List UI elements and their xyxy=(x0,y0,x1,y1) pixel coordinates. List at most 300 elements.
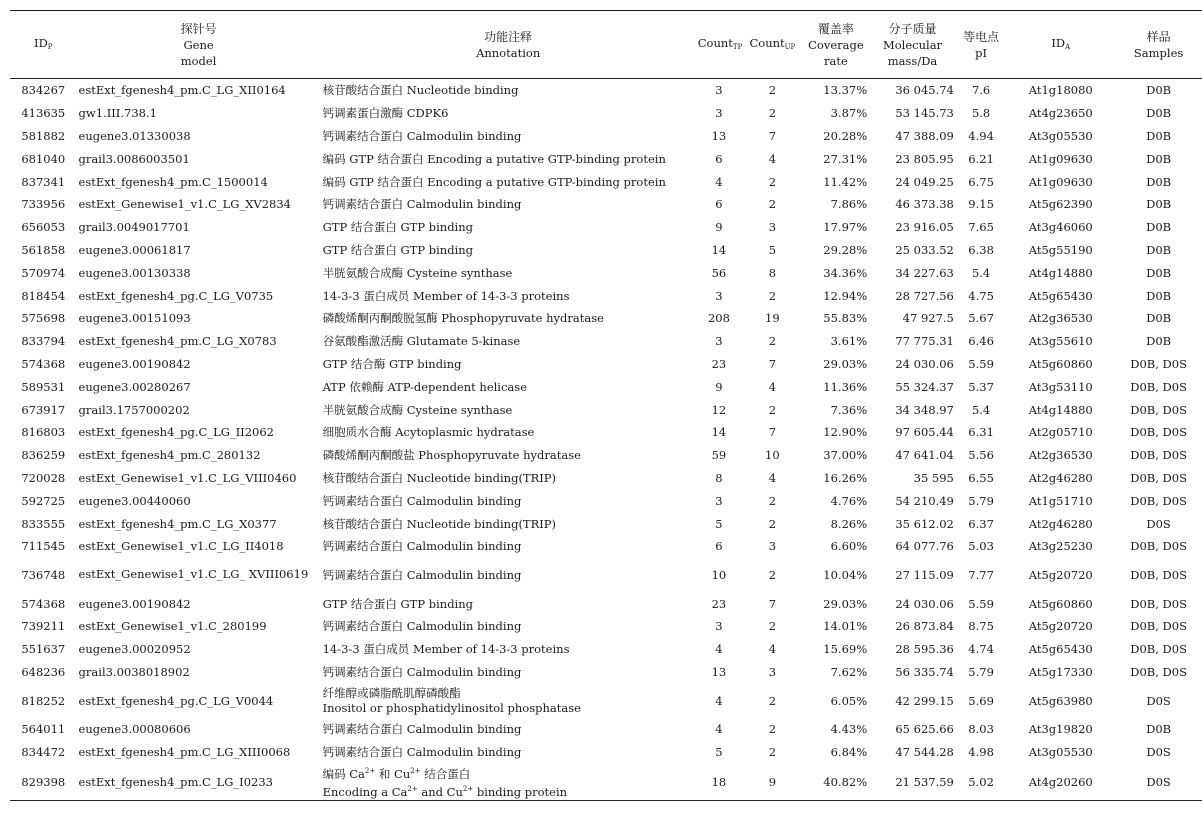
cell-mass: 28 727.56 xyxy=(895,288,954,303)
cell-ida: At5g60860 xyxy=(1028,356,1093,371)
cell-count-up: 3 xyxy=(768,539,777,554)
cell-pi: 5.56 xyxy=(968,448,994,463)
cell-gene: estExt_fgenesh4_pm.C_LG_X0783 xyxy=(78,334,277,349)
cell-count-tp: 5 xyxy=(715,516,723,531)
cell-count-up: 7 xyxy=(768,425,777,440)
cell-ida: At5g60860 xyxy=(1028,596,1093,611)
cell-coverage: 11.36% xyxy=(823,379,868,394)
cell-coverage: 3.87% xyxy=(830,106,868,121)
cell-annotation: 钙调素结合蛋白 Calmodulin binding xyxy=(322,665,522,680)
cell-pi: 5.67 xyxy=(968,311,994,326)
cell-idp: 837341 xyxy=(21,174,66,189)
table-row xyxy=(10,535,1202,558)
cell-count-up: 8 xyxy=(768,265,777,280)
cell-coverage: 7.36% xyxy=(830,402,868,417)
cell-ida: At3g25230 xyxy=(1028,539,1093,554)
cell-count-tp: 3 xyxy=(715,619,723,634)
cell-pi: 9.15 xyxy=(968,197,994,212)
cell-mass: 24 030.06 xyxy=(895,596,954,611)
cell-count-tp: 208 xyxy=(707,311,730,326)
cell-ida: At5g20720 xyxy=(1028,567,1093,582)
cell-gene: eugene3.00440060 xyxy=(78,493,191,508)
cell-idp: 570974 xyxy=(21,265,66,280)
cell-count-up: 7 xyxy=(768,596,777,611)
cell-gene: estExt_Genewise1_v1.C_LG_VIII0460 xyxy=(78,470,297,485)
cell-annotation: 14-3-3 蛋白成员 Member of 14-3-3 proteins xyxy=(322,288,570,303)
cell-idp: 816803 xyxy=(21,425,66,440)
cell-gene: estExt_Genewise1_v1.C_LG_ XVIII0619 xyxy=(78,567,309,582)
cell-count-tp: 4 xyxy=(715,642,723,657)
cell-gene: eugene3.00190842 xyxy=(78,596,191,611)
cell-ida: At2g36530 xyxy=(1028,448,1093,463)
annotation-part: 2+ xyxy=(364,766,376,775)
cell-samples: D0B, D0S xyxy=(1130,448,1187,463)
cell-samples: D0B, D0S xyxy=(1130,619,1187,634)
cell-samples: D0B xyxy=(1146,242,1172,257)
cell-samples: D0B xyxy=(1146,197,1172,212)
cell-ida: At3g55610 xyxy=(1028,334,1093,349)
cell-coverage: 14.01% xyxy=(823,619,868,634)
table-row xyxy=(10,558,1202,593)
cell-idp: 551637 xyxy=(21,642,66,657)
cell-annotation: 钙调素蛋白激酶 CDPK6 xyxy=(322,106,449,121)
cell-samples: D0S xyxy=(1146,745,1171,760)
table-row xyxy=(10,489,1202,512)
cell-gene: estExt_fgenesh4_pm.C_LG_XII0164 xyxy=(78,83,286,98)
cell-coverage: 17.97% xyxy=(823,220,868,235)
cell-pi: 5.4 xyxy=(971,402,991,417)
cell-count-tp: 12 xyxy=(711,402,727,417)
cell-idp: 581882 xyxy=(21,128,66,143)
cell-gene: eugene3.00280267 xyxy=(78,379,191,394)
table-row xyxy=(10,512,1202,535)
cell-count-up: 2 xyxy=(768,619,777,634)
cell-count-tp: 13 xyxy=(711,128,727,143)
cell-pi: 5.4 xyxy=(971,265,991,280)
cell-idp: 413635 xyxy=(21,106,66,121)
table-row xyxy=(10,398,1202,421)
cell-pi: 8.03 xyxy=(968,722,994,737)
cell-gene: grail3.0038018902 xyxy=(78,665,190,680)
cell-idp: 818454 xyxy=(21,288,66,303)
cell-annotation: 核苷酸结合蛋白 Nucleotide binding(TRIP) xyxy=(322,516,557,531)
cell-gene: estExt_fgenesh4_pm.C_1500014 xyxy=(78,174,268,189)
header-samples: 样品 Samples xyxy=(1115,11,1202,79)
cell-samples: D0B xyxy=(1146,311,1172,326)
cell-count-up: 7 xyxy=(768,356,777,371)
cell-count-tp: 59 xyxy=(711,448,727,463)
cell-mass: 27 115.09 xyxy=(895,567,954,582)
cell-pi: 5.59 xyxy=(968,356,994,371)
cell-samples: D0B xyxy=(1146,106,1172,121)
cell-ida: At4g23650 xyxy=(1028,106,1093,121)
cell-annotation: 编码 GTP 结合蛋白 Encoding a putative GTP-binding protein xyxy=(322,151,666,166)
cell-coverage: 4.43% xyxy=(830,722,868,737)
cell-pi: 5.79 xyxy=(968,665,994,680)
header-pi: 等电点 pI xyxy=(956,11,1006,79)
cell-idp: 592725 xyxy=(21,493,66,508)
cell-ida: At2g46280 xyxy=(1028,516,1093,531)
table-row xyxy=(10,102,1202,125)
cell-mass: 35 612.02 xyxy=(895,516,954,531)
cell-count-up: 7 xyxy=(768,128,777,143)
cell-gene: eugene3.00061817 xyxy=(78,242,191,257)
cell-coverage: 29.03% xyxy=(823,596,868,611)
table-row xyxy=(10,421,1202,444)
cell-ida: At1g51710 xyxy=(1028,493,1093,508)
cell-idp: 736748 xyxy=(21,567,66,582)
annotation-part: 和 Cu xyxy=(375,766,411,781)
cell-count-tp: 3 xyxy=(715,493,723,508)
annotation-part: 结合蛋白 xyxy=(420,766,471,781)
cell-gene: estExt_fgenesh4_pm.C_280132 xyxy=(78,448,261,463)
cell-count-tp: 3 xyxy=(715,288,723,303)
cell-gene: eugene3.00190842 xyxy=(78,356,191,371)
cell-mass: 47 927.5 xyxy=(902,311,954,326)
cell-mass: 46 373.38 xyxy=(895,197,954,212)
cell-gene: estExt_fgenesh4_pg.C_LG_V0044 xyxy=(78,693,274,708)
cell-count-up: 4 xyxy=(768,379,777,394)
cell-samples: D0B xyxy=(1146,83,1172,98)
cell-ida: At1g09630 xyxy=(1028,151,1093,166)
cell-samples: D0B, D0S xyxy=(1130,665,1187,680)
cell-gene: estExt_fgenesh4_pg.C_LG_V0735 xyxy=(78,288,274,303)
cell-pi: 6.46 xyxy=(968,334,994,349)
cell-annotation xyxy=(321,683,696,718)
cell-count-up: 2 xyxy=(768,174,777,189)
annotation-part: binding protein xyxy=(473,784,568,799)
cell-ida: At2g46280 xyxy=(1028,470,1093,485)
cell-ida: At4g20260 xyxy=(1006,764,1115,801)
table-row xyxy=(10,444,1202,467)
cell-mass: 47 544.28 xyxy=(895,745,954,760)
cell-pi: 6.38 xyxy=(968,242,994,257)
cell-annotation: 钙调素结合蛋白 Calmodulin binding xyxy=(322,722,522,737)
cell-samples: D0S xyxy=(1146,516,1171,531)
cell-count-up: 10 xyxy=(765,448,780,463)
cell-annotation: GTP 结合蛋白 GTP binding xyxy=(322,596,474,611)
cell-samples: D0B, D0S xyxy=(1130,567,1187,582)
cell-idp: 574368 xyxy=(21,596,66,611)
cell-gene: estExt_fgenesh4_pm.C_LG_X0377 xyxy=(78,516,277,531)
cell-annotation: 磷酸烯酮丙酮酸盐 Phosphopyruvate hydratase xyxy=(322,448,581,463)
table-row xyxy=(10,79,1202,102)
cell-coverage: 8.26% xyxy=(830,516,868,531)
cell-annotation: 半胱氨酸合成酶 Cysteine synthase xyxy=(322,402,513,417)
cell-coverage: 13.37% xyxy=(823,83,868,98)
cell-mass: 47 388.09 xyxy=(895,128,954,143)
cell-ida: At3g19820 xyxy=(1028,722,1093,737)
cell-samples: D0B, D0S xyxy=(1130,425,1187,440)
cell-ida: At1g18080 xyxy=(1028,83,1093,98)
cell-annotation: 编码 GTP 结合蛋白 Encoding a putative GTP-binding protein xyxy=(322,174,666,189)
cell-idp: 564011 xyxy=(21,722,66,737)
cell-count-tp: 4 xyxy=(715,174,723,189)
cell-count-tp: 4 xyxy=(715,722,723,737)
cell-pi: 5.37 xyxy=(968,379,994,394)
cell-count-up: 2 xyxy=(768,83,777,98)
cell-count-up: 4 xyxy=(768,151,777,166)
cell-mass: 24 030.06 xyxy=(895,356,954,371)
cell-coverage: 7.62% xyxy=(830,665,868,680)
cell-count-up: 2 xyxy=(768,567,777,582)
cell-mass: 54 210.49 xyxy=(895,493,954,508)
annotation-cn: 纤维醇或磷脂酰肌醇磷酸酯 xyxy=(322,685,461,700)
cell-count-tp: 3 xyxy=(715,83,723,98)
cell-mass: 34 227.63 xyxy=(895,265,954,280)
cell-ida: At2g36530 xyxy=(1028,311,1093,326)
cell-pi: 6.55 xyxy=(968,470,994,485)
cell-mass: 53 145.73 xyxy=(895,106,954,121)
cell-count-tp: 23 xyxy=(711,596,727,611)
cell-count-up: 2 xyxy=(768,402,777,417)
cell-count-up: 2 xyxy=(768,334,777,349)
cell-count-up: 3 xyxy=(768,665,777,680)
cell-idp: 833555 xyxy=(21,516,66,531)
table-row xyxy=(10,170,1202,193)
cell-annotation: 钙调素结合蛋白 Calmodulin binding xyxy=(322,745,522,760)
cell-idp: 829398 xyxy=(10,764,77,801)
cell-mass: 28 595.36 xyxy=(895,642,954,657)
cell-samples: D0B xyxy=(1146,288,1172,303)
cell-gene: gw1.III.738.1 xyxy=(78,106,157,121)
cell-samples: D0B, D0S xyxy=(1130,493,1187,508)
cell-idp: 575698 xyxy=(21,311,66,326)
cell-pi: 8.75 xyxy=(968,619,994,634)
cell-ida: At2g05710 xyxy=(1028,425,1093,440)
cell-count-tp: 13 xyxy=(711,665,727,680)
cell-mass: 23 916.05 xyxy=(895,220,954,235)
cell-coverage: 29.28% xyxy=(823,242,868,257)
cell-idp: 834472 xyxy=(21,745,66,760)
cell-gene: grail3.0049017701 xyxy=(78,220,190,235)
cell-idp: 739211 xyxy=(21,619,66,634)
cell-annotation: 钙调素结合蛋白 Calmodulin binding xyxy=(322,197,522,212)
table-row xyxy=(10,683,1202,718)
cell-coverage: 15.69% xyxy=(823,642,868,657)
cell-count-tp: 10 xyxy=(711,567,727,582)
cell-ida: At1g09630 xyxy=(1028,174,1093,189)
cell-pi: 6.75 xyxy=(968,174,994,189)
cell-annotation: 钙调素结合蛋白 Calmodulin binding xyxy=(322,619,522,634)
cell-count-up: 2 xyxy=(768,516,777,531)
cell-count-tp: 9 xyxy=(715,379,723,394)
table-row xyxy=(10,193,1202,216)
cell-annotation: ATP 依赖酶 ATP-dependent helicase xyxy=(322,379,527,394)
annotation-cn xyxy=(323,764,694,782)
annotation-part: 2+ xyxy=(410,766,421,775)
cell-pi: 6.31 xyxy=(968,425,994,440)
cell-gene: estExt_Genewise1_v1.C_LG_XV2834 xyxy=(78,197,291,212)
cell-coverage: 20.28% xyxy=(823,128,868,143)
cell-gene: grail3.0086003501 xyxy=(78,151,190,166)
cell-pi: 5.03 xyxy=(968,539,994,554)
cell-pi: 5.02 xyxy=(956,764,1006,801)
cell-count-tp: 6 xyxy=(715,197,723,212)
cell-idp: 733956 xyxy=(21,197,66,212)
cell-samples: D0B xyxy=(1146,128,1172,143)
cell-coverage: 7.86% xyxy=(830,197,868,212)
cell-idp: 834267 xyxy=(21,83,66,98)
cell-samples: D0B, D0S xyxy=(1130,596,1187,611)
cell-samples: D0B, D0S xyxy=(1130,470,1187,485)
cell-coverage: 3.61% xyxy=(830,334,868,349)
cell-count-up: 2 xyxy=(768,106,777,121)
cell-annotation xyxy=(321,764,696,801)
cell-samples: D0B, D0S xyxy=(1130,642,1187,657)
cell-count-up: 19 xyxy=(765,311,780,326)
cell-mass: 47 641.04 xyxy=(895,448,954,463)
cell-idp: 656053 xyxy=(21,220,66,235)
cell-pi: 6.37 xyxy=(968,516,994,531)
header-count-up: Count$_{UP}$ xyxy=(742,11,803,79)
cell-pi: 4.74 xyxy=(968,642,994,657)
cell-idp: 818252 xyxy=(21,693,66,708)
cell-samples: D0B, D0S xyxy=(1130,539,1187,554)
cell-samples: D0B xyxy=(1146,334,1172,349)
cell-gene: eugene3.00151093 xyxy=(78,311,191,326)
cell-idp: 673917 xyxy=(21,402,66,417)
cell-annotation: 磷酸烯酮丙酮酸脱氢酶 Phosphopyruvate hydratase xyxy=(322,311,604,326)
cell-coverage: 40.82% xyxy=(803,764,870,801)
cell-annotation: 钙调素结合蛋白 Calmodulin binding xyxy=(322,567,522,582)
cell-coverage: 4.76% xyxy=(830,493,868,508)
cell-coverage: 27.31% xyxy=(823,151,868,166)
cell-coverage: 11.42% xyxy=(823,174,868,189)
annotation-part: 2+ xyxy=(462,784,474,793)
cell-ida: At5g65430 xyxy=(1028,288,1093,303)
cell-annotation: GTP 结合酶 GTP binding xyxy=(322,356,462,371)
cell-mass: 55 324.37 xyxy=(895,379,954,394)
cell-gene: eugene3.00080606 xyxy=(78,722,191,737)
cell-pi: 4.94 xyxy=(968,128,994,143)
cell-ida: At4g14880 xyxy=(1028,265,1093,280)
cell-samples: D0B, D0S xyxy=(1130,379,1187,394)
cell-mass: 56 335.74 xyxy=(895,665,954,680)
table-row xyxy=(10,147,1202,170)
cell-mass: 24 049.25 xyxy=(895,174,954,189)
header-ida: $ID_A$ xyxy=(1006,11,1115,79)
cell-gene: estExt_Genewise1_v1.C_280199 xyxy=(78,619,267,634)
table-row xyxy=(10,615,1202,638)
table-row xyxy=(10,261,1202,284)
cell-count-up: 4 xyxy=(768,470,777,485)
cell-pi: 7.6 xyxy=(971,83,991,98)
cell-coverage: 12.90% xyxy=(823,425,868,440)
table-row xyxy=(10,125,1202,148)
cell-idp: 681040 xyxy=(21,151,66,166)
header-idp: $ID_P$ xyxy=(10,11,77,79)
cell-ida: At5g62390 xyxy=(1028,197,1093,212)
cell-mass: 21 537.59 xyxy=(869,764,956,801)
cell-pi: 5.59 xyxy=(968,596,994,611)
cell-annotation: 细胞质水合酶 Acytoplasmic hydratase xyxy=(322,425,535,440)
cell-count-up: 2 xyxy=(768,197,777,212)
cell-mass: 64 077.76 xyxy=(895,539,954,554)
cell-count-up: 2 xyxy=(768,288,777,303)
cell-gene: estExt_fgenesh4_pm.C_LG_XIII0068 xyxy=(78,745,291,760)
header-annotation: 功能注释 Annotation xyxy=(321,11,696,79)
cell-idp: 648236 xyxy=(21,665,66,680)
cell-count-up: 9 xyxy=(742,764,803,801)
cell-annotation: 钙调素结合蛋白 Calmodulin binding xyxy=(322,128,522,143)
cell-count-tp: 14 xyxy=(711,242,727,257)
annotation-en xyxy=(323,782,694,800)
annotation-part: 2+ xyxy=(407,784,418,793)
table-row xyxy=(10,307,1202,330)
cell-mass: 97 605.44 xyxy=(895,425,954,440)
cell-pi: 5.69 xyxy=(968,693,994,708)
cell-samples: D0B xyxy=(1146,220,1172,235)
cell-gene: grail3.1757000202 xyxy=(78,402,190,417)
cell-mass: 36 045.74 xyxy=(895,83,954,98)
cell-ida: At5g17330 xyxy=(1028,665,1093,680)
cell-gene: estExt_Genewise1_v1.C_LG_II4018 xyxy=(78,539,284,554)
cell-samples: D0B xyxy=(1146,722,1172,737)
annotation-part: Encoding a Ca xyxy=(322,784,408,799)
cell-mass: 42 299.15 xyxy=(895,693,954,708)
cell-gene: eugene3.00020952 xyxy=(78,642,191,657)
table-row xyxy=(10,239,1202,262)
cell-count-up: 4 xyxy=(768,642,777,657)
cell-samples: D0B xyxy=(1146,174,1172,189)
table-row xyxy=(10,592,1202,615)
cell-pi: 4.75 xyxy=(968,288,994,303)
annotation-part: and Cu xyxy=(417,784,463,799)
table-row xyxy=(10,375,1202,398)
cell-mass: 25 033.52 xyxy=(895,242,954,257)
annotation-part: 编码 Ca xyxy=(322,766,365,781)
cell-gene: estExt_fgenesh4_pm.C_LG_I0233 xyxy=(77,764,321,801)
cell-count-up: 2 xyxy=(768,745,777,760)
cell-annotation: 谷氨酸酯激活酶 Glutamate 5-kinase xyxy=(322,334,521,349)
cell-count-up: 2 xyxy=(768,693,777,708)
cell-count-tp: 9 xyxy=(715,220,723,235)
cell-mass: 35 595 xyxy=(913,470,954,485)
table-row xyxy=(10,661,1202,684)
cell-annotation: 14-3-3 蛋白成员 Member of 14-3-3 proteins xyxy=(322,642,570,657)
cell-idp: 589531 xyxy=(21,379,66,394)
cell-coverage: 29.03% xyxy=(823,356,868,371)
cell-ida: At3g05530 xyxy=(1028,128,1093,143)
cell-pi: 5.79 xyxy=(968,493,994,508)
table-row xyxy=(10,718,1202,741)
cell-ida: At3g05530 xyxy=(1028,745,1093,760)
cell-coverage: 10.04% xyxy=(823,567,868,582)
cell-coverage: 37.00% xyxy=(823,448,868,463)
cell-coverage: 6.60% xyxy=(830,539,868,554)
cell-coverage: 6.84% xyxy=(830,745,868,760)
cell-pi: 7.77 xyxy=(968,567,994,582)
cell-annotation: 核苷酸结合蛋白 Nucleotide binding xyxy=(322,83,519,98)
cell-count-tp: 14 xyxy=(711,425,727,440)
cell-annotation: 核苷酸结合蛋白 Nucleotide binding(TRIP) xyxy=(322,470,557,485)
cell-count-tp: 5 xyxy=(715,745,723,760)
table-row xyxy=(10,216,1202,239)
table-row xyxy=(10,764,1202,801)
table-row xyxy=(10,353,1202,376)
cell-mass: 77 775.31 xyxy=(895,334,954,349)
cell-idp: 561858 xyxy=(21,242,66,257)
cell-idp: 833794 xyxy=(21,334,66,349)
table-row xyxy=(10,741,1202,764)
table-row xyxy=(10,284,1202,307)
cell-idp: 720028 xyxy=(21,470,66,485)
cell-annotation: 钙调素结合蛋白 Calmodulin binding xyxy=(322,493,522,508)
cell-mass: 34 348.97 xyxy=(895,402,954,417)
header-count-tp: Count$_{TP}$ xyxy=(696,11,742,79)
header-coverage: 覆盖率 Coverage rate xyxy=(803,11,870,79)
